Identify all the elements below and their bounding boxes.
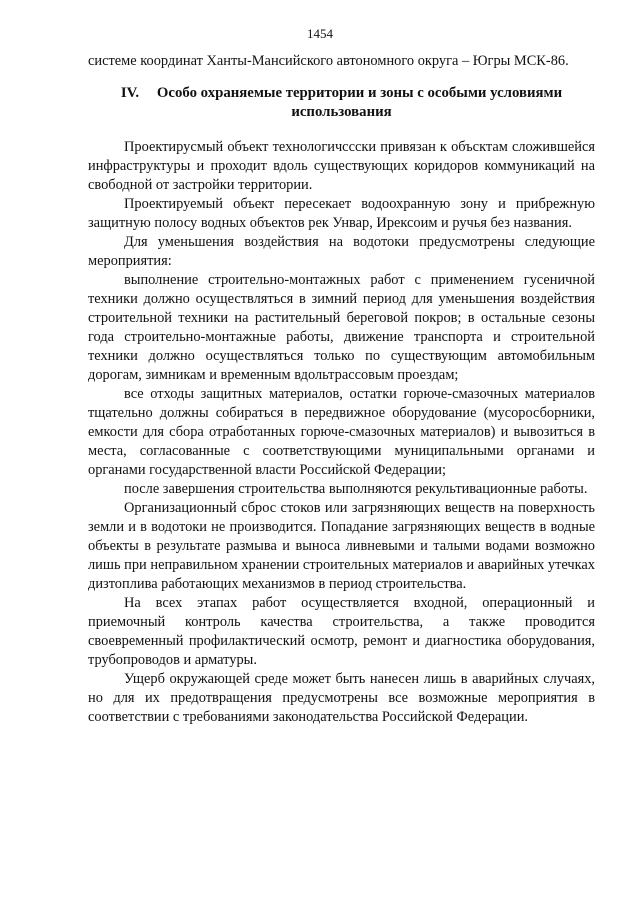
intro-text: системе координат Ханты-Мансийского автономного округа – Югры МСК-86. [88, 53, 569, 69]
section-number: IV. [120, 85, 140, 101]
paragraph: На всех этапах работ осуществляется входной, операционный и приемочный контроль качества строительства, а также проводится своевременный профилактический осмотр, ремонт и диагностика оборудования, трубопроводов и арматуры. [88, 595, 595, 668]
paragraph: Проектирусмый объект технологичссски привязан к объсктам сложившейся инфраструктуры и проходит вдоль существующих коридоров коммуникаций на свободной от застройки территории. [88, 139, 595, 193]
list-item-paragraph: выполнение строительно-монтажных работ с применением гусеничной техники должно осуществляться в зимний период для уменьшения воздействия строительной техники на растительный береговой покров; в остальные сезоны года строительно-монтажные работы, движение транспорта и строительной техники должно осуществляться только по существующим автомобильным дорогам, зимникам и временным вдольтрассовым проездам; [88, 272, 595, 383]
paragraph: Проектируемый объект пересекает водоохранную зону и прибрежную защитную полосу водных объектов рек Унвар, Ирексоим и ручья без названия. [88, 196, 595, 231]
page-content [88, 52, 595, 727]
paragraph: Организационный сброс стоков или загрязняющих веществ на поверхность земли и в водотоки не производится. Попадание загрязняющих веществ в водные объекты в результате размыва и выноса ливневыми и талыми водами возможно лишь при неправильном хранении строительных материалов и аварийных утечках дизтоплива работающих механизмов в период строительства. [88, 500, 595, 592]
section-heading [88, 84, 595, 122]
page-number: 1454 [307, 26, 333, 41]
list-item-paragraph: все отходы защитных материалов, остатки горюче-смазочных материалов тщательно должны собираться в передвижное оборудование (мусоросборники, емкости для сбора отработанных горюче-смазочных материалов) и вывозиться в места, согласованные с соответствующими муниципальными органами и органами государственной власти Российской Федерации; [88, 386, 595, 478]
paragraph: Ущерб окружающей среде может быть нанесен лишь в аварийных случаях, но для их предотвращения предусмотрены все возможные мероприятия в соответствии с требованиями законодательства Российской Федерации. [88, 671, 595, 725]
paragraph: Для уменьшения воздействия на водотоки предусмотрены следующие мероприятия: [88, 234, 595, 269]
section-title: Особо охраняемые территории и зоны с особыми условиями использования [156, 85, 563, 120]
list-item-paragraph: после завершения строительства выполняются рекультивационные работы. [124, 481, 588, 497]
